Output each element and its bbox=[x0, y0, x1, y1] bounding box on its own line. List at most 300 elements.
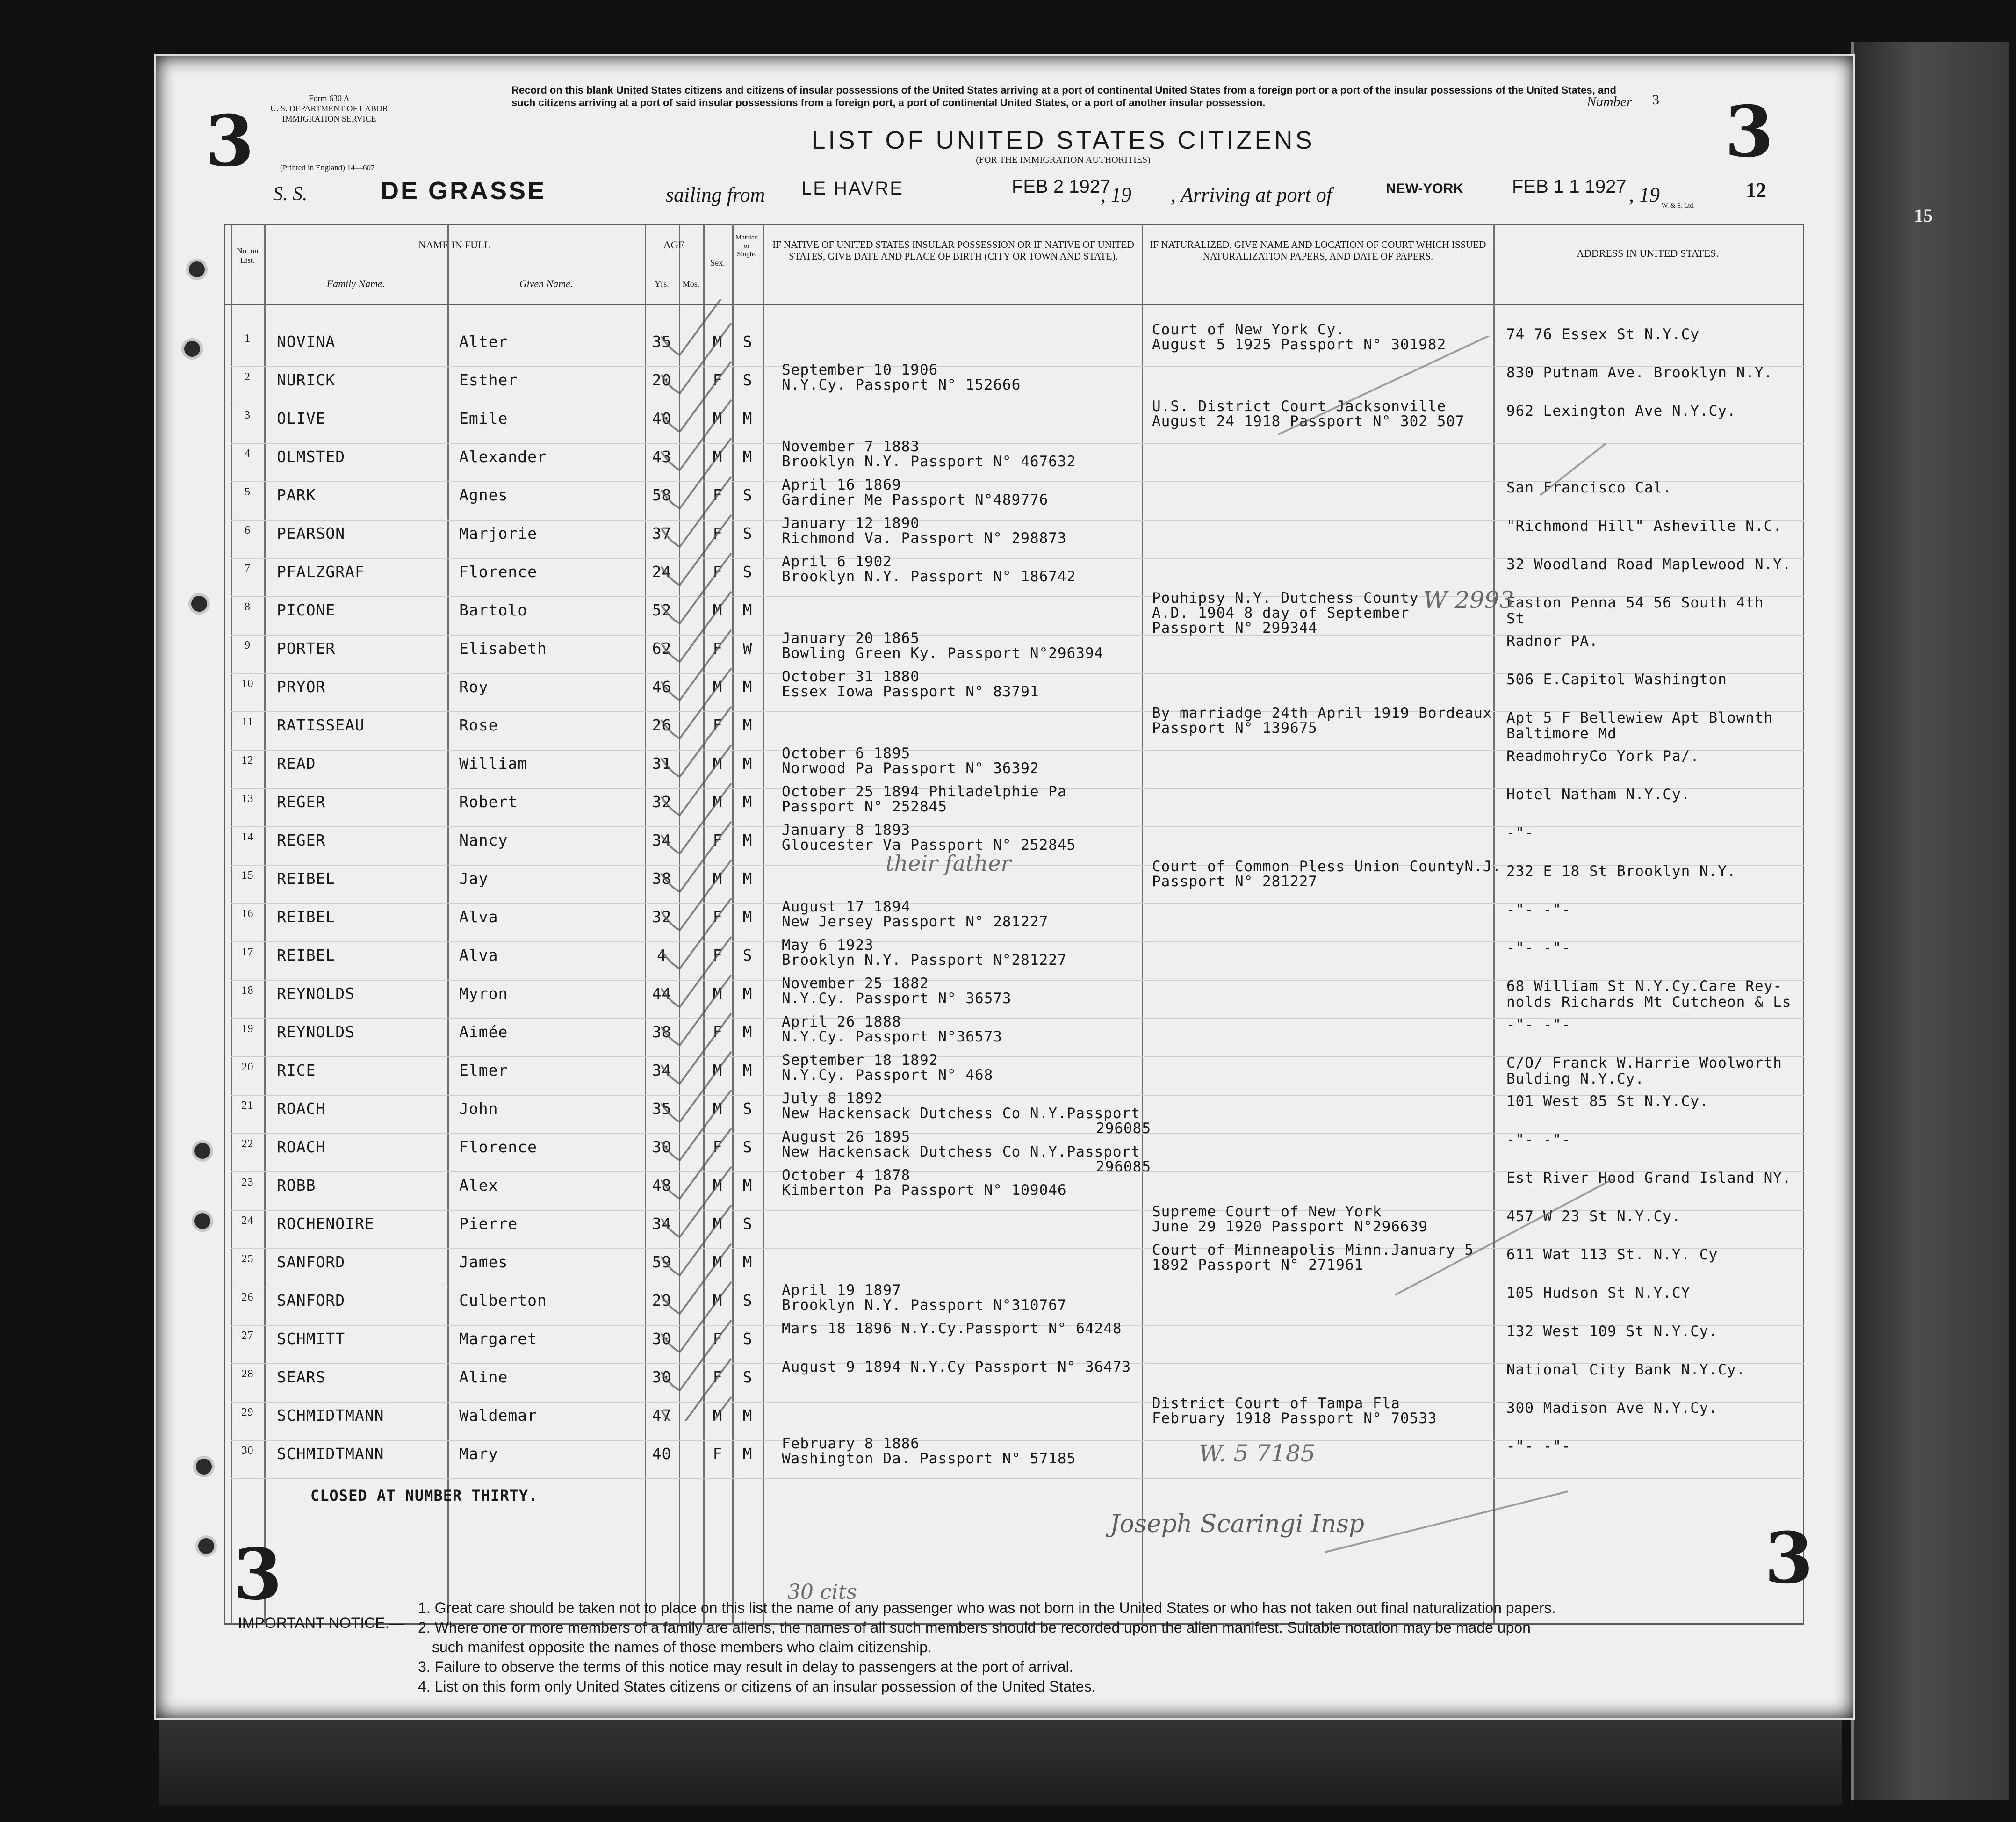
marital-status: S bbox=[742, 333, 753, 351]
family-name: PARK bbox=[277, 486, 316, 504]
ship-name: DE GRASSE bbox=[381, 177, 547, 205]
naturalization-line-2: August 5 1925 Passport N° 301982 bbox=[1152, 336, 1447, 353]
naturalization-line-1: Supreme Court of New York bbox=[1152, 1203, 1382, 1220]
birth-line-2: Gardiner Me Passport N°489776 bbox=[782, 492, 1049, 508]
birth-line-2: Brooklyn N.Y. Passport N°281227 bbox=[782, 952, 1067, 969]
given-name: Aline bbox=[459, 1368, 508, 1386]
list-number: 6 bbox=[245, 524, 251, 536]
given-name: John bbox=[459, 1099, 498, 1118]
address-line-1: -"- bbox=[1506, 824, 1534, 841]
marital-status: M bbox=[742, 869, 753, 888]
notice-items bbox=[418, 1598, 1830, 1696]
age-years: 20 bbox=[652, 371, 672, 389]
sex: M bbox=[713, 984, 723, 1003]
birth-line-2: Washington Da. Passport N° 57185 bbox=[782, 1450, 1076, 1467]
list-number: 23 bbox=[241, 1176, 254, 1188]
birth-line-1: April 26 1888 bbox=[782, 1013, 901, 1030]
birth-line-1: Mars 18 1896 N.Y.Cy.Passport N° 64248 bbox=[782, 1320, 1122, 1337]
punch-hole bbox=[198, 1538, 214, 1554]
given-name: Alva bbox=[459, 946, 498, 964]
age-years: 43 bbox=[652, 448, 672, 466]
birth-line-1: July 8 1892 bbox=[782, 1090, 883, 1107]
age-years: 34 bbox=[652, 831, 672, 849]
address-line-1: -"- -"- bbox=[1506, 1016, 1571, 1033]
birth-line-1: October 4 1878 bbox=[782, 1167, 911, 1184]
marital-status: W bbox=[742, 639, 753, 658]
family-name: NURICK bbox=[277, 371, 336, 389]
given-name: Alter bbox=[459, 333, 508, 351]
age-years: 38 bbox=[652, 1023, 672, 1041]
marital-status: S bbox=[742, 1099, 753, 1118]
naturalization-line-2: A.D. 1904 8 day of September bbox=[1152, 605, 1410, 622]
birth-line-2: Brooklyn N.Y. Passport N°310767 bbox=[782, 1297, 1067, 1314]
naturalization-line-2: 1892 Passport N° 271961 bbox=[1152, 1257, 1364, 1273]
sex: F bbox=[713, 946, 723, 964]
notice-item: 3. Failure to observe the terms of this notice may result in delay to passengers at the port of arrival. bbox=[418, 1658, 1073, 1675]
address-line-1: C/O/ Franck W.Harrie Woolworth bbox=[1506, 1055, 1782, 1071]
naturalization-line-1: Pouhipsy N.Y. Dutchess County bbox=[1152, 590, 1419, 607]
list-number: 15 bbox=[241, 869, 254, 882]
family-name: SCHMITT bbox=[277, 1330, 346, 1348]
address-line-1: 506 E.Capitol Washington bbox=[1506, 671, 1727, 688]
family-name: SCHMIDTMANN bbox=[277, 1406, 384, 1424]
birth-line-2: N.Y.Cy. Passport N° 468 bbox=[782, 1067, 994, 1084]
address-line-1: 68 William St N.Y.Cy.Care Rey- bbox=[1506, 978, 1782, 995]
naturalization-line-3: Passport N° 299344 bbox=[1152, 620, 1318, 636]
list-number: 20 bbox=[241, 1061, 254, 1073]
notice-item: 1. Great care should be taken not to place on this list the name of any passenger who was not born in the United States or who has not taken out final naturalization papers. bbox=[418, 1599, 1556, 1616]
age-years: 30 bbox=[652, 1138, 672, 1156]
sex: F bbox=[713, 639, 723, 658]
list-number: 9 bbox=[245, 639, 251, 651]
underlying-page-edge bbox=[1851, 42, 2009, 1800]
address-line-1: Apt 5 F Bellewiew Apt Blownth bbox=[1506, 709, 1773, 726]
family-name: SCHMIDTMANN bbox=[277, 1445, 384, 1463]
naturalization-line-2: June 29 1920 Passport N°296639 bbox=[1152, 1218, 1428, 1235]
marital-status: M bbox=[742, 678, 753, 696]
sex: M bbox=[713, 1176, 723, 1194]
sex: F bbox=[713, 1023, 723, 1041]
header-months: Mos. bbox=[682, 279, 700, 289]
punch-hole bbox=[194, 1143, 210, 1159]
address-line-1: ReadmohryCo York Pa/. bbox=[1506, 748, 1699, 765]
marital-status: S bbox=[742, 1368, 753, 1386]
page-title: LIST OF UNITED STATES CITIZENS bbox=[811, 126, 1315, 154]
age-years: 35 bbox=[652, 1099, 672, 1118]
sex: M bbox=[713, 1215, 723, 1233]
header-married-single: Married or Single. bbox=[735, 234, 758, 258]
header-sex: Sex. bbox=[710, 258, 725, 268]
address-line-1: National City Bank N.Y.Cy. bbox=[1506, 1361, 1746, 1378]
given-name: Nancy bbox=[459, 831, 508, 849]
given-name: William bbox=[459, 754, 528, 773]
list-number: 29 bbox=[241, 1406, 254, 1418]
header-naturalized: IF NATURALIZED, GIVE NAME AND LOCATION OF COURT WHICH ISSUED NATURALIZATION PAPERS, AND DATE OF PAPERS. bbox=[1150, 239, 1486, 262]
handwritten-citizen-count: 30 cits bbox=[787, 1580, 857, 1604]
birth-line-3: 296085 bbox=[1096, 1120, 1151, 1137]
marital-status: M bbox=[742, 1176, 753, 1194]
naturalization-line-2: Passport N° 139675 bbox=[1152, 720, 1318, 737]
naturalization-line-1: District Court of Tampa Fla bbox=[1152, 1395, 1400, 1412]
printer-note: (Printed in England) 14—607 bbox=[280, 163, 375, 172]
number-label: Number bbox=[1587, 94, 1632, 109]
inspector-signature: Joseph Scaringi Insp bbox=[1110, 1510, 1365, 1538]
list-number: 24 bbox=[241, 1215, 254, 1227]
given-name: Elisabeth bbox=[459, 639, 547, 658]
marital-status: M bbox=[742, 601, 753, 619]
birth-line-1: October 25 1894 Philadelphie Pa bbox=[782, 783, 1067, 800]
page-number-top-right: 3 bbox=[1725, 91, 1774, 173]
pencil-strokes bbox=[1278, 336, 1699, 1599]
birth-line-1: September 10 1906 bbox=[782, 362, 938, 378]
birth-line-2: New Jersey Passport N° 281227 bbox=[782, 913, 1049, 930]
marital-status: M bbox=[742, 1406, 753, 1424]
list-number: 8 bbox=[245, 601, 251, 613]
sail-date-stamp: FEB 2 1927 bbox=[1012, 176, 1111, 197]
checkmark-strokes bbox=[661, 299, 942, 1421]
naturalization-line-1: Court of Common Pless Union CountyN.J. bbox=[1152, 858, 1502, 875]
punch-hole bbox=[189, 261, 205, 277]
marital-status: S bbox=[742, 524, 753, 542]
list-number: 26 bbox=[241, 1291, 254, 1303]
given-name: Alva bbox=[459, 908, 498, 926]
header-name-in-full: NAME IN FULL bbox=[418, 239, 490, 251]
marital-status: M bbox=[742, 831, 753, 849]
address-line-1: 611 Wat 113 St. N.Y. Cy bbox=[1506, 1246, 1718, 1263]
list-number: 19 bbox=[241, 1023, 254, 1035]
given-name: Pierre bbox=[459, 1215, 518, 1233]
list-number: 30 bbox=[241, 1445, 254, 1457]
sex: F bbox=[713, 908, 723, 926]
birth-line-1: January 8 1893 bbox=[782, 822, 911, 839]
marital-status: M bbox=[742, 409, 753, 427]
page-number-bottom-right: 3 bbox=[1764, 1517, 1814, 1599]
given-name: Alex bbox=[459, 1176, 498, 1194]
punch-hole bbox=[184, 341, 200, 357]
sex: F bbox=[713, 831, 723, 849]
family-name: REYNOLDS bbox=[277, 1023, 355, 1041]
sex: F bbox=[713, 524, 723, 542]
list-number: 22 bbox=[241, 1138, 254, 1150]
given-name: Culberton bbox=[459, 1291, 547, 1309]
address-line-1: -"- -"- bbox=[1506, 901, 1571, 918]
naturalization-line-2: February 1918 Passport N° 70533 bbox=[1152, 1410, 1437, 1427]
address-line-2: Bulding N.Y.Cy. bbox=[1506, 1070, 1644, 1087]
age-years: 35 bbox=[652, 333, 672, 351]
age-years: 30 bbox=[652, 1330, 672, 1348]
marital-status: M bbox=[742, 793, 753, 811]
birth-line-1: October 31 1880 bbox=[782, 668, 920, 685]
given-name: Margaret bbox=[459, 1330, 537, 1348]
age-years: 47 bbox=[652, 1406, 672, 1424]
notice-item: such manifest opposite the names of those members who claim citizenship. bbox=[432, 1639, 932, 1656]
address-line-1: -"- -"- bbox=[1506, 1438, 1571, 1455]
closing-statement: CLOSED AT NUMBER THIRTY. bbox=[310, 1487, 538, 1504]
marital-status: S bbox=[742, 486, 753, 504]
given-name: Mary bbox=[459, 1445, 498, 1463]
col-rule bbox=[264, 224, 266, 1625]
list-number: 17 bbox=[241, 946, 254, 958]
address-line-1: 300 Madison Ave N.Y.Cy. bbox=[1506, 1400, 1718, 1417]
address-line-1: Easton Penna 54 56 South 4th bbox=[1506, 594, 1764, 611]
given-name: Rose bbox=[459, 716, 498, 734]
family-name: OLMSTED bbox=[277, 448, 346, 466]
given-name: Florence bbox=[459, 563, 537, 581]
birth-line-1: January 12 1890 bbox=[782, 515, 920, 532]
given-name: Myron bbox=[459, 984, 508, 1003]
list-number: 12 bbox=[241, 754, 254, 766]
manifest-sheet bbox=[154, 54, 1933, 1720]
page-number-top-left: 3 bbox=[205, 100, 254, 182]
birth-line-2: New Hackensack Dutchess Co N.Y.Passport bbox=[782, 1105, 1140, 1122]
birth-line-2: N.Y.Cy. Passport N° 36573 bbox=[782, 990, 1012, 1007]
address-line-1: -"- -"- bbox=[1506, 940, 1571, 956]
family-name: ROCHENOIRE bbox=[277, 1215, 374, 1233]
page-subtitle: (FOR THE IMMIGRATION AUTHORITIES) bbox=[976, 155, 1151, 165]
age-years: 40 bbox=[652, 1445, 672, 1463]
age-years: 44 bbox=[652, 984, 672, 1003]
age-years: 46 bbox=[652, 678, 672, 696]
arrival-date-stamp: FEB 1 1 1927 bbox=[1512, 176, 1627, 197]
given-name: Roy bbox=[459, 678, 489, 696]
address-line-1: 232 E 18 St Brooklyn N.Y. bbox=[1506, 863, 1736, 880]
page-number-bottom-left: 3 bbox=[233, 1533, 282, 1616]
list-number: 25 bbox=[241, 1253, 254, 1265]
header-rule bbox=[224, 304, 1804, 305]
header-years: Yrs. bbox=[655, 279, 669, 289]
age-years: 62 bbox=[652, 639, 672, 658]
marital-status: M bbox=[742, 908, 753, 926]
given-name: Marjorie bbox=[459, 524, 537, 542]
col-rule bbox=[447, 224, 449, 1625]
marital-status: M bbox=[742, 1253, 753, 1271]
sex: M bbox=[713, 754, 723, 773]
address-line-1: 74 76 Essex St N.Y.Cy bbox=[1506, 326, 1699, 343]
age-years: 48 bbox=[652, 1176, 672, 1194]
punch-hole bbox=[191, 596, 207, 612]
birth-line-2: Norwood Pa Passport N° 36392 bbox=[782, 760, 1039, 777]
birth-line-2: Essex Iowa Passport N° 83791 bbox=[782, 683, 1039, 700]
family-name: SANFORD bbox=[277, 1253, 346, 1271]
given-name: Emile bbox=[459, 409, 508, 427]
handwritten-note-reibel: their father bbox=[886, 851, 1011, 876]
birth-line-1: May 6 1923 bbox=[782, 937, 874, 954]
address-line-1: Radnor PA. bbox=[1506, 633, 1598, 650]
family-name: PRYOR bbox=[277, 678, 326, 696]
given-name: Aimée bbox=[459, 1023, 508, 1041]
address-line-1: 101 West 85 St N.Y.Cy. bbox=[1506, 1093, 1709, 1110]
department-name: U. S. DEPARTMENT OF LABOR bbox=[270, 104, 388, 113]
sex: F bbox=[713, 1330, 723, 1348]
header-given-name: Given Name. bbox=[519, 278, 573, 289]
given-name: Waldemar bbox=[459, 1406, 537, 1424]
list-number: 2 bbox=[245, 371, 251, 383]
sex: F bbox=[713, 716, 723, 734]
sailing-label: sailing from bbox=[666, 183, 765, 206]
sex: F bbox=[713, 371, 723, 389]
age-years: 52 bbox=[652, 601, 672, 619]
header-age: AGE bbox=[663, 239, 685, 251]
family-name: ROBB bbox=[277, 1176, 316, 1194]
age-years: 58 bbox=[652, 486, 672, 504]
age-years: 34 bbox=[652, 1061, 672, 1079]
list-number: 18 bbox=[241, 984, 254, 997]
header-native-birth: IF NATIVE OF UNITED STATES INSULAR POSSESSION OR IF NATIVE OF UNITED STATES, GIVE DATE AND PLACE OF BIRTH (CITY OR TOWN AND STATE). bbox=[772, 239, 1134, 262]
header-list-no: No. on List. bbox=[237, 246, 259, 265]
marital-status: M bbox=[742, 1061, 753, 1079]
marital-status: M bbox=[742, 1445, 753, 1463]
birth-line-3: 296085 bbox=[1096, 1158, 1151, 1175]
arrival-year-prefix: , 19 bbox=[1629, 183, 1660, 206]
arriving-label: , Arriving at port of bbox=[1171, 183, 1332, 206]
sex: M bbox=[713, 333, 723, 351]
birth-line-2: N.Y.Cy. Passport N°36573 bbox=[782, 1028, 1002, 1045]
given-name: Robert bbox=[459, 793, 518, 811]
birth-line-1: April 19 1897 bbox=[782, 1282, 901, 1299]
age-years: 32 bbox=[652, 908, 672, 926]
list-number: 28 bbox=[241, 1368, 254, 1380]
address-line-1: -"- -"- bbox=[1506, 1131, 1571, 1148]
birth-line-1: August 9 1894 N.Y.Cy Passport N° 36473 bbox=[782, 1359, 1131, 1375]
birth-line-2: Brooklyn N.Y. Passport N° 467632 bbox=[782, 453, 1076, 470]
family-name: SANFORD bbox=[277, 1291, 346, 1309]
list-number: 10 bbox=[241, 678, 254, 690]
address-line-1: 457 W 23 St N.Y.Cy. bbox=[1506, 1208, 1681, 1225]
address-line-1: 32 Woodland Road Maplewood N.Y. bbox=[1506, 556, 1792, 573]
address-line-1: 830 Putnam Ave. Brooklyn N.Y. bbox=[1506, 364, 1773, 381]
age-years: 30 bbox=[652, 1368, 672, 1386]
age-years: 29 bbox=[652, 1291, 672, 1309]
family-name: SEARS bbox=[277, 1368, 326, 1386]
given-name: Alexander bbox=[459, 448, 547, 466]
marital-status: M bbox=[742, 716, 753, 734]
birth-line-2: Bowling Green Ky. Passport N°296394 bbox=[782, 645, 1104, 662]
ship-prefix: S. S. bbox=[273, 183, 308, 205]
birth-line-2: Kimberton Pa Passport N° 109046 bbox=[782, 1182, 1067, 1199]
address-line-1: 132 West 109 St N.Y.Cy. bbox=[1506, 1323, 1718, 1340]
birth-line-2: Gloucester Va Passport N° 252845 bbox=[782, 837, 1076, 853]
handwritten-note-picone: W 2993 bbox=[1423, 586, 1514, 614]
address-line-1: "Richmond Hill" Asheville N.C. bbox=[1506, 518, 1782, 535]
sex: F bbox=[713, 486, 723, 504]
given-name: Agnes bbox=[459, 486, 508, 504]
birth-line-2: Brooklyn N.Y. Passport N° 186742 bbox=[782, 568, 1076, 585]
birth-line-2: Richmond Va. Passport N° 298873 bbox=[782, 530, 1067, 547]
marital-status: M bbox=[742, 1023, 753, 1041]
family-name: RICE bbox=[277, 1061, 316, 1079]
birth-line-1: February 8 1886 bbox=[782, 1435, 920, 1452]
marital-status: S bbox=[742, 946, 753, 964]
address-line-1: San Francisco Cal. bbox=[1506, 479, 1672, 496]
age-years: 34 bbox=[652, 1215, 672, 1233]
family-name: PICONE bbox=[277, 601, 336, 619]
birth-line-1: August 17 1894 bbox=[782, 898, 911, 915]
birth-line-2: N.Y.Cy. Passport N° 152666 bbox=[782, 376, 1021, 393]
notice-item: 4. List on this form only United States citizens or citizens of an insular possession of the United States. bbox=[418, 1678, 1096, 1695]
sex: M bbox=[713, 869, 723, 888]
birth-line-1: November 7 1883 bbox=[782, 438, 920, 455]
naturalization-line-2: August 24 1918 Passport N° 302 507 bbox=[1152, 413, 1465, 430]
marital-status: S bbox=[742, 1291, 753, 1309]
sex: M bbox=[713, 409, 723, 427]
address-line-1: Hotel Natham N.Y.Cy. bbox=[1506, 786, 1691, 803]
address-line-2: St bbox=[1506, 610, 1525, 627]
punch-hole bbox=[196, 1459, 212, 1475]
list-number: 14 bbox=[241, 831, 254, 843]
punch-hole bbox=[194, 1213, 210, 1229]
birth-line-1: November 25 1882 bbox=[782, 975, 929, 992]
form-instruction: Record on this blank United States citizens and citizens of insular possessions of the United States arriving at a port of continental United States from a foreign port or a port of the insular possessions of the United States, and such citizens arriving at a port of said insular possessions from a foreign port, a port of continental United States, or a port of another insular possession. bbox=[511, 84, 1616, 108]
family-name: REIBEL bbox=[277, 946, 336, 964]
age-years: 26 bbox=[652, 716, 672, 734]
sex: M bbox=[713, 1406, 723, 1424]
number-value: 3 bbox=[1652, 92, 1659, 108]
address-line-1: 105 Hudson St N.Y.CY bbox=[1506, 1285, 1691, 1301]
marital-status: S bbox=[742, 563, 753, 581]
sex: M bbox=[713, 601, 723, 619]
family-name: REIBEL bbox=[277, 869, 336, 888]
list-number: 1 bbox=[245, 333, 251, 345]
sex: M bbox=[713, 1061, 723, 1079]
list-number: 16 bbox=[241, 908, 254, 920]
age-years: 59 bbox=[652, 1253, 672, 1271]
birth-line-1: October 6 1895 bbox=[782, 745, 911, 762]
given-name: Jay bbox=[459, 869, 489, 888]
address-line-1: Est River Hood Grand Island NY. bbox=[1506, 1170, 1792, 1186]
service-name: IMMIGRATION SERVICE bbox=[282, 114, 376, 123]
list-number: 13 bbox=[241, 793, 254, 805]
marital-status: S bbox=[742, 1215, 753, 1233]
list-number: 5 bbox=[245, 486, 251, 498]
family-name: REIBEL bbox=[277, 908, 336, 926]
address-line-2: Baltimore Md bbox=[1506, 725, 1617, 742]
given-name: Bartolo bbox=[459, 601, 528, 619]
age-years: 38 bbox=[652, 869, 672, 888]
family-name: ROACH bbox=[277, 1138, 326, 1156]
age-years: 40 bbox=[652, 409, 672, 427]
family-name: ROACH bbox=[277, 1099, 326, 1118]
header-address: ADDRESS IN UNITED STATES. bbox=[1577, 247, 1719, 259]
sex: F bbox=[713, 1138, 723, 1156]
sex: M bbox=[713, 448, 723, 466]
sex: F bbox=[713, 1445, 723, 1463]
sail-year-prefix: , 19 bbox=[1101, 183, 1131, 206]
family-name: RATISSEAU bbox=[277, 716, 365, 734]
given-name: Elmer bbox=[459, 1061, 508, 1079]
family-name: REGER bbox=[277, 831, 326, 849]
birth-line-1: January 20 1865 bbox=[782, 630, 920, 647]
marital-status: M bbox=[742, 448, 753, 466]
age-years: 4 bbox=[657, 946, 667, 964]
birth-line-1: August 26 1895 bbox=[782, 1128, 911, 1145]
family-name: REYNOLDS bbox=[277, 984, 355, 1003]
given-name: Esther bbox=[459, 371, 518, 389]
family-name: READ bbox=[277, 754, 316, 773]
form-number: Form 630 A bbox=[309, 94, 350, 103]
sex: M bbox=[713, 1253, 723, 1271]
notice-item: 2. Where one or more members of a family are aliens, the names of all such members should be recorded upon the alien manifest. Suitable notation may be made upon bbox=[418, 1619, 1531, 1636]
age-years: 24 bbox=[652, 563, 672, 581]
col-rule bbox=[1142, 224, 1143, 1625]
list-number: 7 bbox=[245, 563, 251, 575]
age-years: 31 bbox=[652, 754, 672, 773]
marital-status: S bbox=[742, 1138, 753, 1156]
sex: M bbox=[713, 1291, 723, 1309]
birth-line-2: New Hackensack Dutchess Co N.Y.Passport bbox=[782, 1143, 1140, 1160]
address-line-1: 962 Lexington Ave N.Y.Cy. bbox=[1506, 403, 1736, 419]
marital-status: M bbox=[742, 754, 753, 773]
list-number: 3 bbox=[245, 409, 251, 421]
